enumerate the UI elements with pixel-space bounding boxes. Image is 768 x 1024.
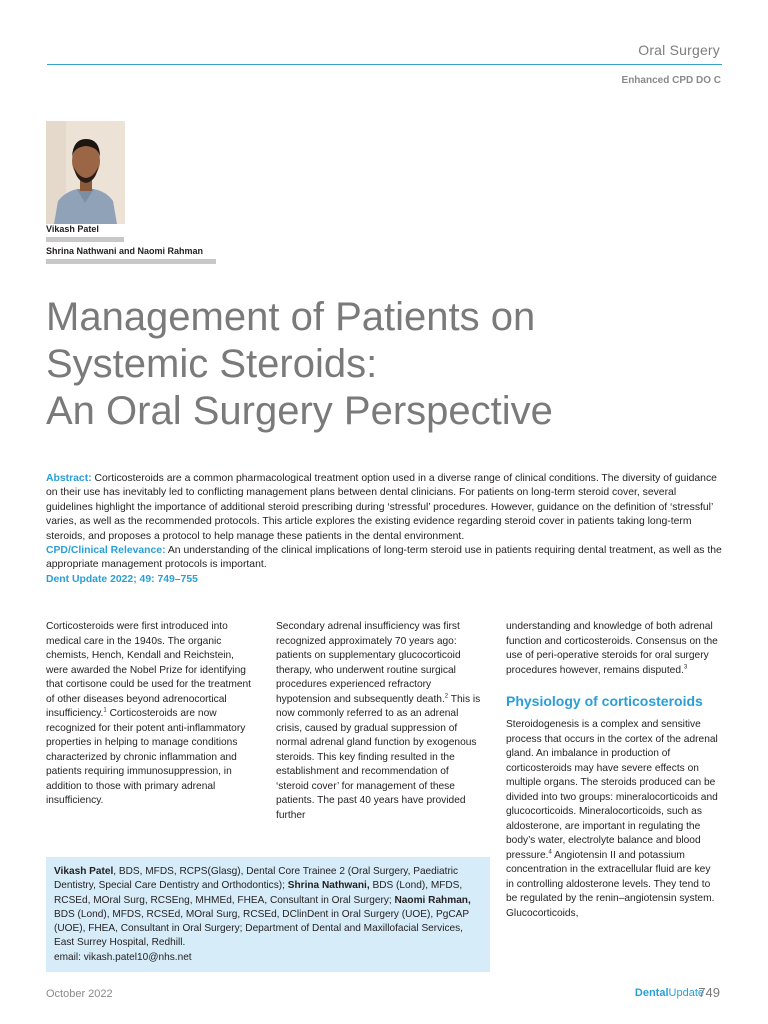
co-authors: Shrina Nathwani and Naomi Rahman: [46, 246, 216, 264]
footer-date: October 2022: [46, 988, 113, 1000]
author-photo: [46, 121, 125, 224]
reference-mark: 4: [548, 849, 552, 856]
body-paragraph: [46, 620, 254, 809]
body-column-2: [276, 620, 484, 823]
body-text: Angiotensin II and potassium concentration in the extracellular fluid are key in controlling aldosterone levels. They tend to be regulated by the renin–angiotensin system. Glucocorticoids,: [506, 849, 715, 919]
body-text: Corticosteroids are now recognized for their potent anti-inflammatory properties in helping to manage conditions characterized by chronic inflammation and patients requiring immunosuppression, in addition to those with primary adrenal insufficiency.: [46, 708, 246, 806]
abstract-label: Abstract:: [46, 473, 92, 484]
contact-email[interactable]: email: vikash.patel10@nhs.net: [54, 951, 192, 963]
abstract-text: Corticosteroids are a common pharmacological treatment option used in a diverse range of clinical conditions. The diversity of guidance on their use has inevitably led to conflicting management plans between dental clinicians. For patients on long-term steroid cover, several guidelines highlight the importance of additional steroid prescribing during ‘stressful’ procedures. However, guidance on the definition of ‘stressful’ varies, as well as the recommended protocols. This article explores the existing evidence regarding steroid cover in patients taking long-term steroids, and proposes a protocol to help manage these patients in the dental environment.: [46, 473, 717, 542]
section-heading: Physiology of corticosteroids: [506, 693, 703, 709]
affil-detail: , BDS, MFDS, RCPS(Glasg), Dental Core Trainee 2 (Oral Surgery, Paediatric Dentistry, Special Care Dentistry and Orthodontics);: [54, 866, 459, 892]
body-paragraph: [276, 620, 484, 823]
brand-part: Update: [668, 987, 704, 999]
author-affiliations: [46, 857, 490, 972]
body-text: Corticosteroids were first introduced into medical care in the 1940s. The organic chemists, Hench, Kendall and Reichstein, were awarded the Nobel Prize for identifying that cortisone could be used for the treatment of other diseases beyond adrenocortical insufficiency.: [46, 621, 252, 719]
body-text: Secondary adrenal insufficiency was first recognized approximately 70 years ago: patients on supplementary glucocorticoid therapy, who underwent routine surgical procedures experienced refractory hypotension and subsequently death.: [276, 621, 461, 705]
affil-name: Shrina Nathwani,: [287, 880, 370, 892]
affil-detail: BDS (Lond), MFDS, RCSEd, MOral Surg, RCSEng, MHMEd, FHEA, Consultant in Oral Surgery;: [54, 880, 463, 906]
abstract: [46, 472, 722, 587]
section-label: Oral Surgery: [638, 42, 720, 58]
reference-mark: 3: [683, 664, 688, 671]
title-line: Systemic Steroids:: [46, 342, 378, 386]
affil-name: Vikash Patel: [54, 866, 114, 877]
author-name: Vikash Patel: [46, 224, 124, 242]
citation: Dent Update 2022; 49: 749–755: [46, 573, 198, 585]
body-text: Steroidogenesis is a complex and sensitive process that occurs in the cortex of the adrenal gland. An imbalance in production of corticosteroids may have severe effects on multiple organs. The steroids produced can be divided into two groups: mineralocorticoids and glucocorticoids. Mineralocorticoids, such as aldosterone, are important in regulating the body’s water, electrolyte balance and blood pressure.: [506, 719, 718, 861]
body-paragraph: [506, 620, 720, 678]
reference-mark: 1: [103, 707, 107, 714]
body-text: understanding and knowledge of both adrenal function and corticosteroids. Consensus on the use of peri-operative steroids for oral surgery procedures however, remains disputed.: [506, 621, 718, 676]
title-line: An Oral Surgery Perspective: [46, 389, 553, 433]
affil-detail: BDS (Lond), MFDS, RCSEd, MOral Surg, RCSEd, DClinDent in Oral Surgery (UOE), PgCAP (UOE), FHEA, Consultant in Oral Surgery; Department of Dental and Maxillofacial Services, East Surrey Hospital, Redhill.: [54, 908, 469, 949]
body-text: This is now commonly referred to as an adrenal crisis, caused by gradual suppression of normal adrenal gland function by exogenous steroids. This key finding resulted in the establishment and recommendation of ‘steroid cover’ for management of these patients. The past 40 years have provided further: [276, 693, 481, 821]
abstract-paragraph: [46, 472, 722, 544]
relevance-paragraph: [46, 544, 722, 573]
body-column-1: [46, 620, 254, 809]
header-divider: [47, 64, 722, 65]
body-paragraph: [506, 718, 720, 921]
affiliations-text: [54, 865, 482, 951]
reference-mark: 2: [444, 693, 449, 700]
article-title: [46, 294, 726, 435]
cpd-label: Enhanced CPD DO C: [621, 75, 721, 86]
journal-brand: [635, 987, 704, 999]
title-line: Management of Patients on: [46, 295, 536, 339]
relevance-label: CPD/Clinical Relevance:: [46, 545, 166, 557]
brand-part: Dental: [634, 987, 669, 999]
affil-name: Naomi Rahman,: [394, 894, 471, 906]
page-number: 749: [698, 985, 720, 1000]
relevance-text: An understanding of the clinical implications of long-term steroid use in patients requiring dental treatment, as well as the appropriate management protocols is important.: [46, 545, 722, 571]
body-column-3: [506, 620, 720, 921]
